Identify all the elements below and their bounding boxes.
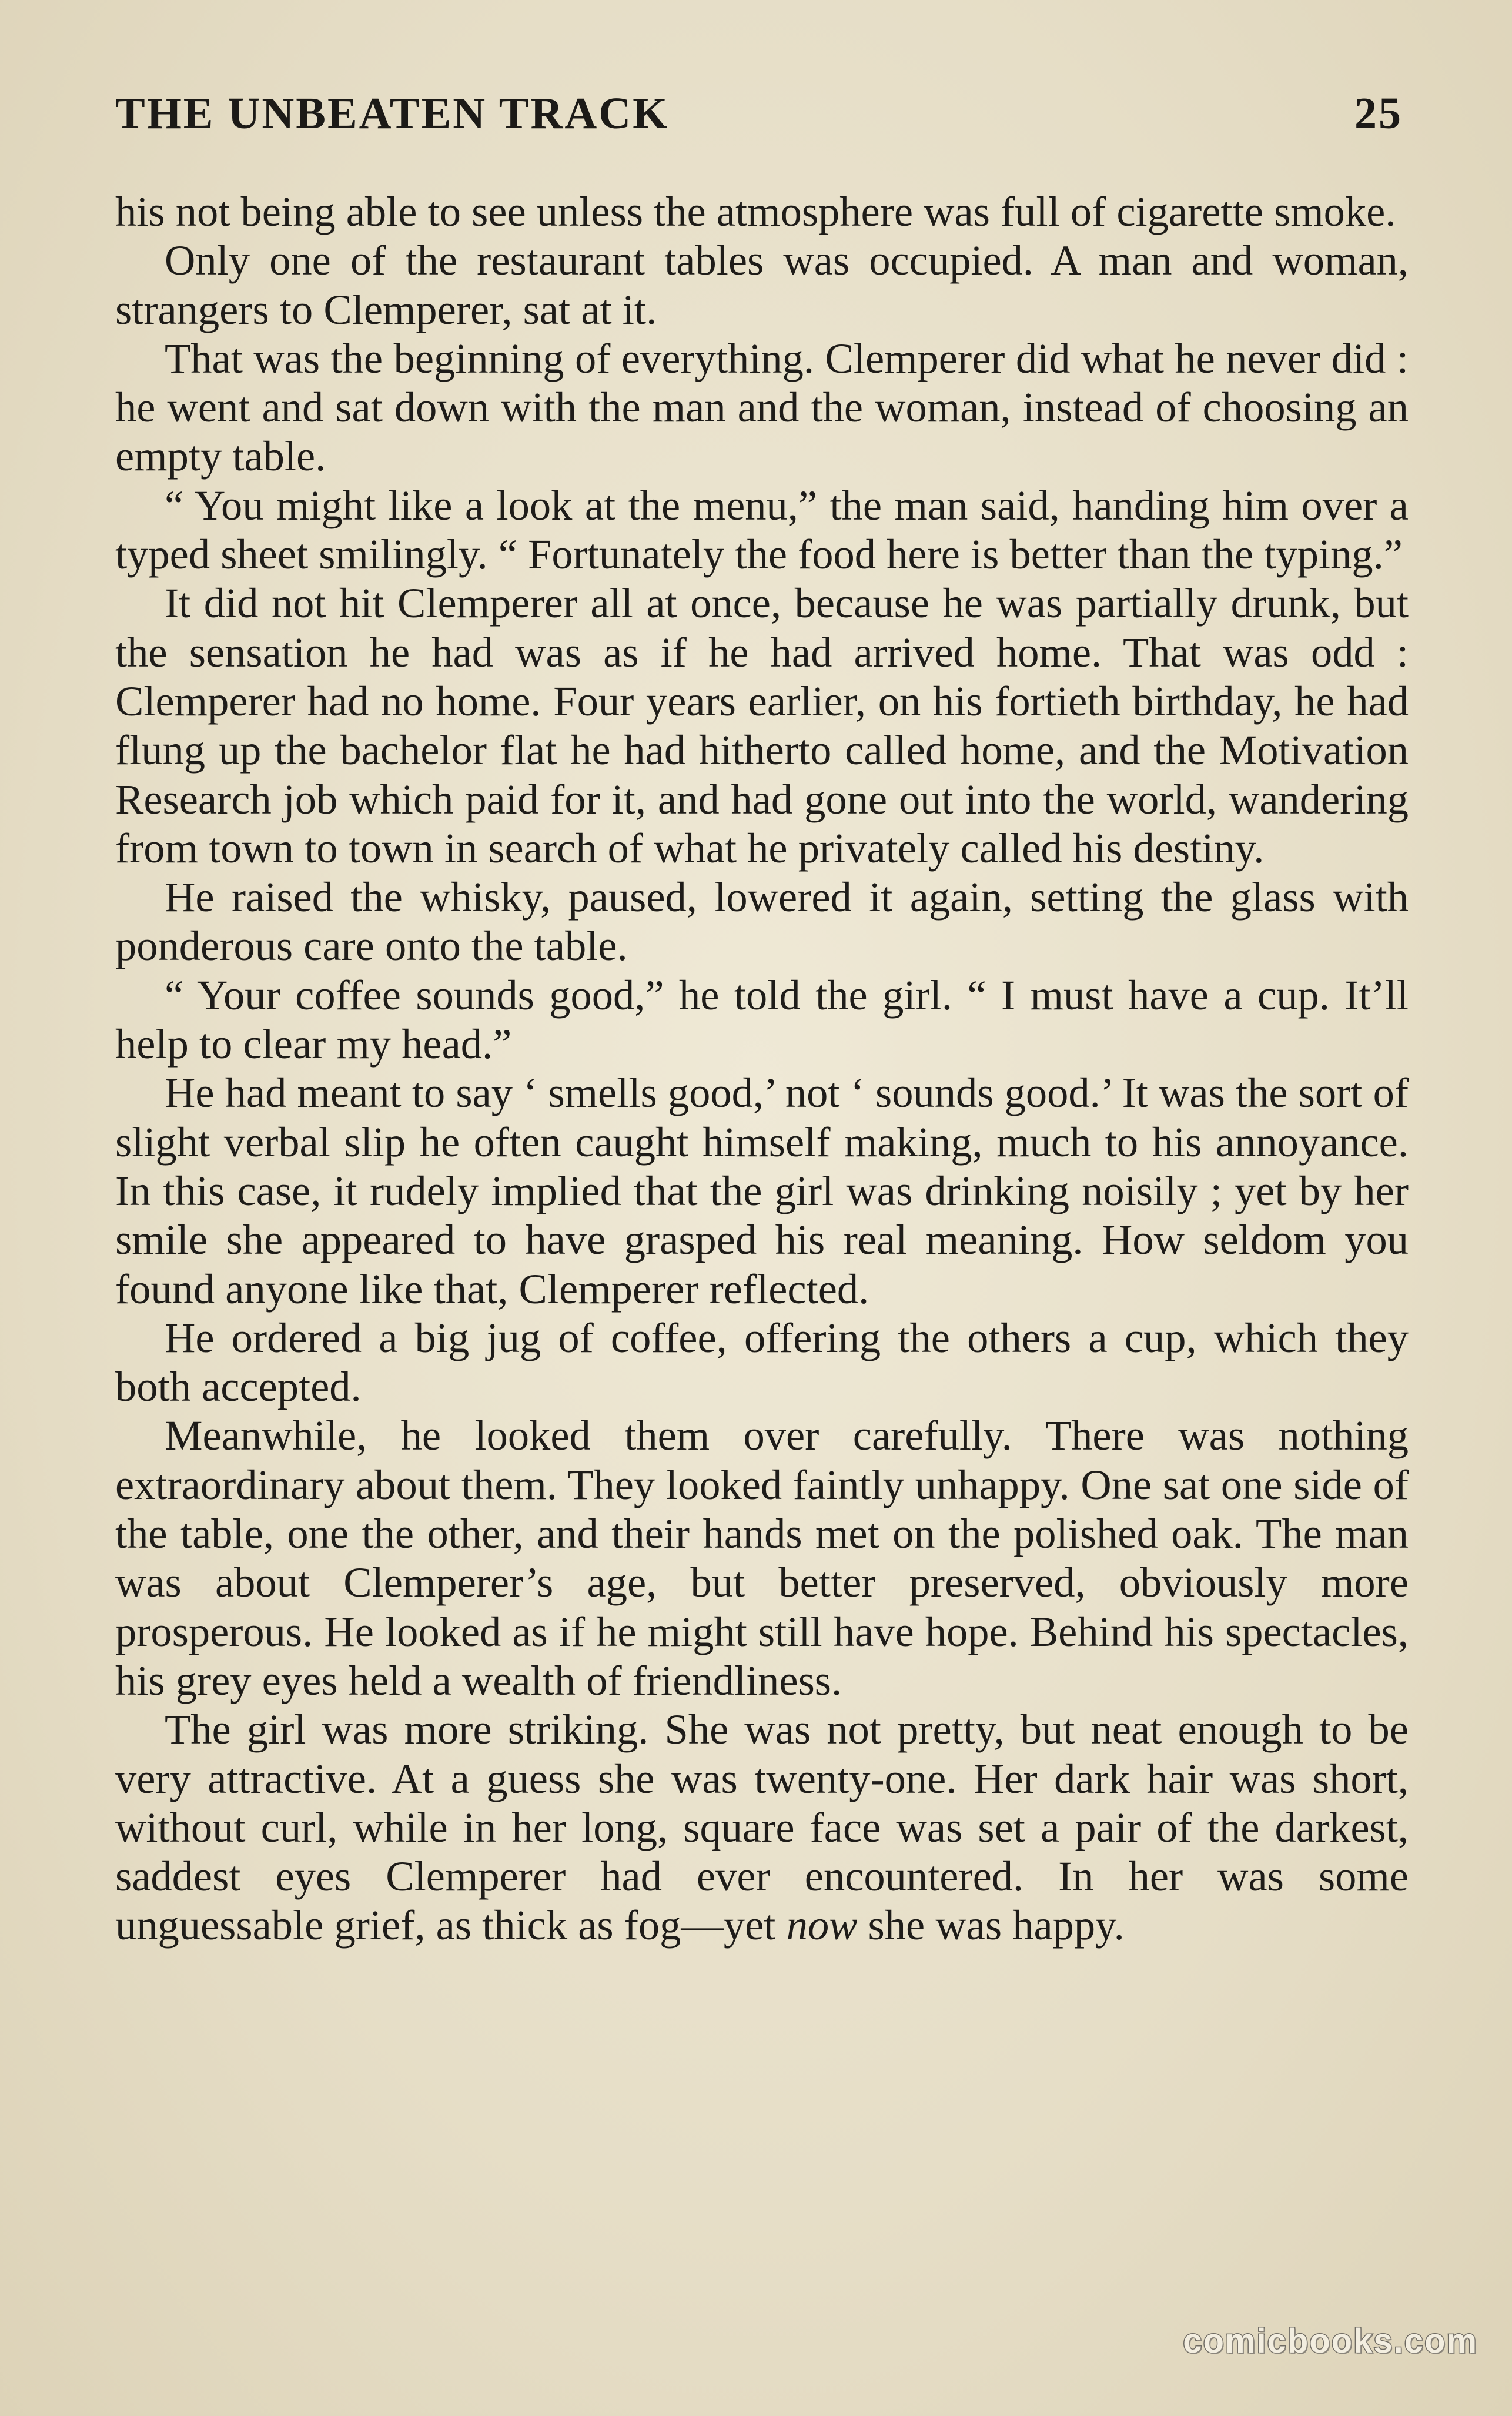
paragraph: He had meant to say ‘ smells good,’ not ‘ sounds good.’ It was the sort of slight verbal slip he often caught himself making, much to his annoyance. In this case, it rudely implied that the girl was drinking noisily ; yet by her smile she appeared to have grasped his real meaning. How seldom you found anyone like that, Clemperer reflected. [115, 1069, 1409, 1313]
paragraph: Meanwhile, he looked them over carefully. There was nothing extraordinary about them. They looked faintly unhappy. One sat one side of the table, one the other, and their hands met on the polished oak. The man was about Clemperer’s age, but better preserved, obviously more prosperous. He looked as if he might still have hope. Behind his spectacles, his grey eyes held a wealth of friendliness. [115, 1411, 1409, 1704]
paragraph: “ Your coffee sounds good,” he told the girl. “ I must have a cup. It’ll help to clear my head.” [115, 971, 1409, 1068]
paragraph: That was the beginning of everything. Clemperer did what he never did : he went and sat down with the man and the woman, instead of choosing an empty table. [115, 334, 1409, 480]
paragraph: “ You might like a look at the menu,” the man said, handing him over a typed sheet smilingly. “ Fortunately the food here is better than the typing.” [115, 481, 1409, 578]
emphasized-word: now [786, 1901, 858, 1949]
paragraph-text: The girl was more striking. She was not pretty, but neat enough to be very attractive. At a guess she was twenty-one. Her dark hair was short, without curl, while in her long, square face was set a pair of the darkest, saddest eyes Clemperer had ever encountered. In her was some unguessable grief, as thick as fog—yet [115, 1705, 1409, 1949]
page-number: 25 [1354, 89, 1403, 138]
paragraph [115, 1705, 1409, 1949]
paragraph: He ordered a big jug of coffee, offering the others a cup, which they both accepted. [115, 1313, 1409, 1411]
paragraph: It did not hit Clemperer all at once, because he was partially drunk, but the sensation he had was as if he had arrived home. That was odd : Clemperer had no home. Four years earlier, on his fortieth birthday, he had flung up the bachelor flat he had hitherto called home, and the Motivation Research job which paid for it, and had gone out into the world, wandering from town to town in search of what he privately called his destiny. [115, 579, 1409, 872]
watermark: comicbooks.com [1183, 2322, 1478, 2360]
paragraph: He raised the whisky, paused, lowered it again, setting the glass with ponderous care onto the table. [115, 873, 1409, 970]
paragraph: Only one of the restaurant tables was occupied. A man and woman, strangers to Clemperer, sat at it. [115, 236, 1409, 333]
body-text [115, 187, 1409, 1950]
paragraph-text: she was happy. [857, 1901, 1125, 1949]
running-head [115, 88, 1403, 153]
running-head-title: THE UNBEATEN TRACK [115, 89, 670, 138]
paragraph: his not being able to see unless the atmosphere was full of cigarette smoke. [115, 188, 1396, 235]
